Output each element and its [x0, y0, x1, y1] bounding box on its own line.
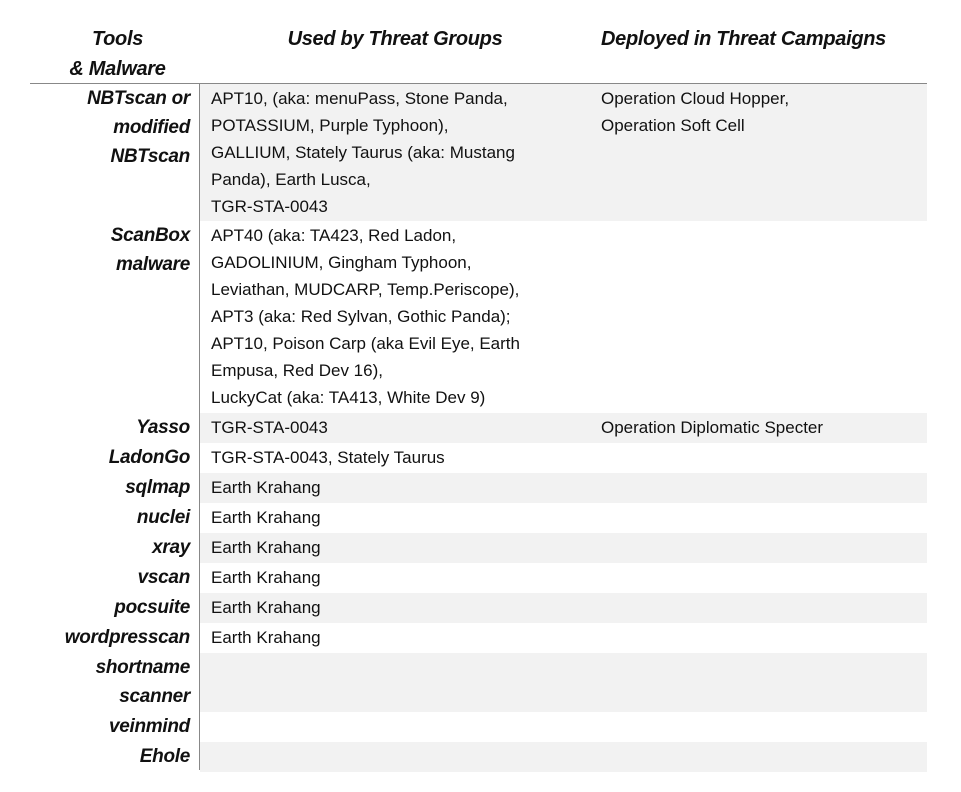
threat-groups-cell: Earth Krahang	[211, 598, 321, 617]
threat-groups-cell: Earth Krahang	[211, 508, 321, 527]
table-row	[0, 413, 927, 443]
threat-groups-cell: APT10, (aka: menuPass, Stone Panda, POTASSIUM, Purple Typhoon), GALLIUM, Stately Taurus (aka: Mustang Panda), Earth Lusca, TGR-STA-0043	[211, 89, 515, 216]
threat-groups-cell: TGR-STA-0043	[211, 418, 328, 437]
table-row	[0, 593, 927, 623]
threat-groups-cell: TGR-STA-0043, Stately Taurus	[211, 448, 445, 467]
tool-name: nuclei	[136, 507, 190, 528]
column-divider	[199, 84, 200, 770]
row-background	[200, 712, 927, 742]
tool-name: pocsuite	[114, 597, 190, 618]
threat-groups-cell: Earth Krahang	[211, 628, 321, 647]
header-threat-groups: Used by Threat Groups	[287, 28, 503, 50]
table-row	[0, 563, 927, 593]
threat-groups-cell: Earth Krahang	[211, 568, 321, 587]
threat-groups-cell: Earth Krahang	[211, 538, 321, 557]
tool-name: NBTscan or modified NBTscan	[87, 88, 190, 167]
tool-name: ScanBox malware	[110, 225, 190, 275]
tool-name: sqlmap	[125, 477, 190, 498]
tool-name: LadonGo	[108, 447, 190, 468]
table-row	[0, 533, 927, 563]
row-background	[200, 742, 927, 772]
table-row	[0, 443, 927, 473]
header-threat-campaigns: Deployed in Threat Campaigns	[601, 28, 886, 50]
table-row	[0, 84, 927, 221]
table-row	[0, 221, 927, 413]
tool-name: veinmind	[108, 716, 190, 737]
table-row	[0, 742, 927, 772]
table-row	[0, 503, 927, 533]
tool-name: vscan	[137, 567, 190, 588]
table-row	[0, 653, 927, 712]
threat-campaigns-cell: Operation Cloud Hopper, Operation Soft Cell	[601, 89, 790, 135]
threat-groups-cell: Earth Krahang	[211, 478, 321, 497]
tool-name: xray	[152, 537, 190, 558]
tool-name: shortname scanner	[95, 657, 190, 707]
tool-name: Yasso	[136, 417, 190, 438]
tools-table	[0, 84, 927, 772]
row-background	[200, 653, 927, 712]
header-tools: Tools & Malware	[69, 28, 166, 80]
threat-groups-cell: APT40 (aka: TA423, Red Ladon, GADOLINIUM, Gingham Typhoon, Leviathan, MUDCARP, Temp.Periscope), APT3 (aka: Red Sylvan, Gothic Panda); APT10, Poison Carp (aka Evil Eye, Earth Empusa, Red Dev 16), LuckyCat (aka: TA413, White Dev 9)	[211, 226, 520, 407]
tool-name: wordpresscan	[64, 627, 190, 648]
table-row	[0, 712, 927, 742]
table-row	[0, 623, 927, 653]
threat-campaigns-cell: Operation Diplomatic Specter	[601, 418, 824, 437]
table-row	[0, 473, 927, 503]
tool-name: Ehole	[139, 746, 190, 767]
